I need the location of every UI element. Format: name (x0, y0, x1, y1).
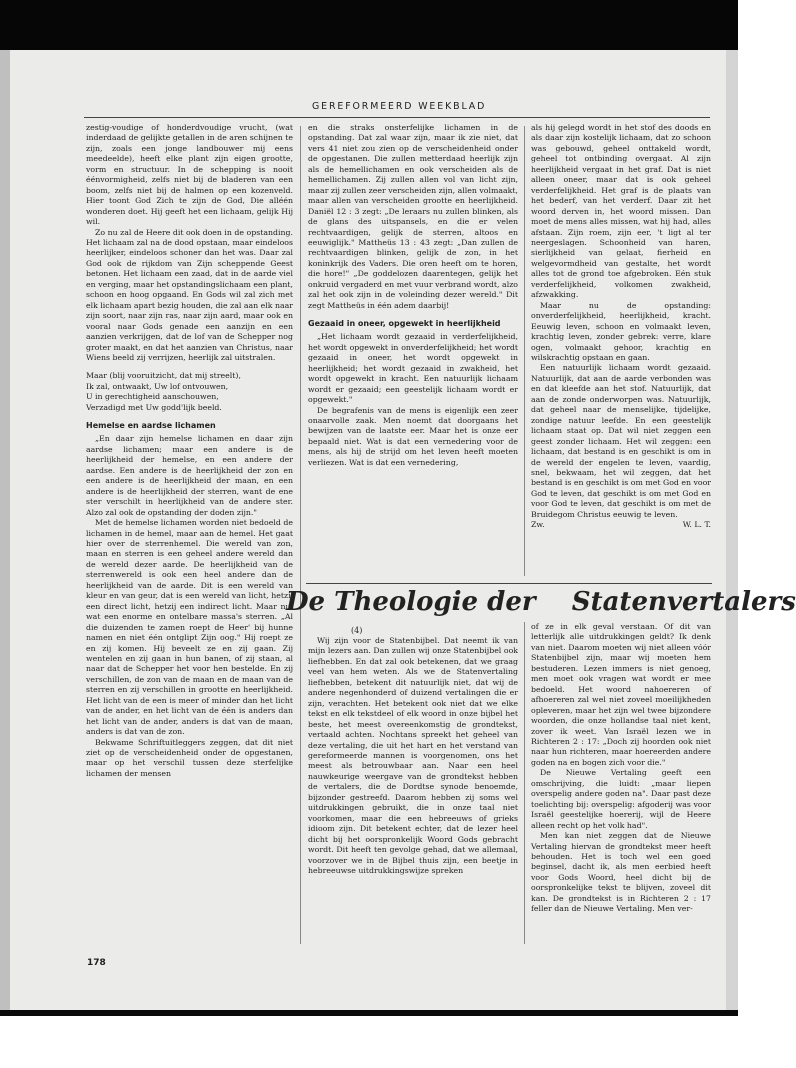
signature (531, 520, 711, 530)
article1-column-3 (531, 123, 711, 583)
paragraph: of ze in elk geval verstaan. Of dit van letterlijk alle uitdrukkingen geldt? Ik denk van niet. Daarom moeten wij niet alleen vóór Statenbijbel zijn, maar wij moeten hem bestuderen. Lezen immers is niet genoeg, men moet ook vragen wat wordt er mee bedoeld. Het woord nahoereren of afhoereren zal wel niet zoveel moeilijkheden opleveren, maar het zijn wel twee bijzondere woorden, die onze hollandse taal niet kent, zover ik weet. Van Israël lezen we in Richteren 2 : 17: „Doch zij hoorden ook niet naar hun richteren, maar hoereerden andere goden na en bogen zich voor die." (531, 622, 711, 767)
poem-line: Verzadigd met Uw godd'lijk beeld. (86, 402, 222, 412)
article-number: (4) (351, 626, 363, 635)
paragraph: Een natuurlijk lichaam wordt gezaaid. Natuurlijk, dat aan de aarde verbonden was en dat kleefde aan het stof. Natuurlijk, dat aan de zonde onderworpen was. Natuurlijk, dat geheel naar de menselijke, tijdelijke, zondige natuur leefde. En een geestelijk lichaam staat op. Dat wil niet zeggen een geest zonder lichaam. Het wil zeggen: een lichaam, dat bestand is en geschikt is om in de wereld der engelen te leven, vaardig, snel, bekwaam, het wil zeggen, dat het bestand is en geschikt is om met God en voor God te leven, dat geschikt is om met God en voor God te leven, dat geschikt is om met de Bruidegom Christus eeuwig te leven. (531, 363, 711, 519)
paragraph: als hij gelegd wordt in het stof des doods en als daar zijn kostelijk lichaam, dat zo schoon was gebouwd, geheel onttakeld wordt, geheel tot ontbinding overgaat. Al zijn heerlijkheid vergaat in het graf. Dat is niet alleen oneer, maar dat is ook geheel verderfelijkheid. Het graf is de plaats van het bederf, van het verderf. Daar zit het woord derven in, het woord missen. Dan moet de mens alles missen, wat hij had, alles afstaan. Zijn roem, zijn eer, 't ligt al ter neergeslagen. Schoonheid van haren, sierlijkheid van gelaat, fierheid en welgevormdheid van gestalte, het wordt alles tot de grond toe afgebroken. Eén stuk verderfelijkheid, volkomen zwakheid, afzwakking. (531, 123, 711, 300)
paragraph: zestig-voudige of honderdvoudige vrucht, (wat inderdaad de gelijkte getallen in de aren schijnen te zijn, zoals een jonge landbouwer mij eens meedeelde), heeft elke plant zijn eigen grootte, vorm en structuur. In de schepping is nooit éénvormigheid, zelfs niet bij de bladeren van een boom, zelfs niet bij de halmen op een kozenveld. Hier toont God Zich te zijn de God, Die alléén wonderen doet. Hij geeft het een lichaam, gelijk Hij wil. (86, 123, 293, 227)
section-heading: Hemelse en aardse lichamen (86, 421, 216, 431)
paragraph: Met de hemelse lichamen worden niet bedoeld de lichamen in de hemel, maar aan de hemel. Het gaat hier over de sterrenhemel. Die wereld van zon, maan en sterren is een geheel andere wereld dan de wereld dezer aarde. De heerlijkheid van de sterrenwereld is ook een heel andere dan de heerlijkheid van de aarde. Dit is een wereld van kleur en van geur, dat is een wereld van licht, hetzij een direct licht, hetzij een indirect licht. Maar nu, wat een enorme en ontelbare massa's sterren. „Al die duizenden te zamen roept de Heer' bij hunne namen en niet één ontglipt Zijn oog." Hij roept ze en zij komen. Hij beveelt ze en zij gaan. Zij wentelen en zij gaan in hun banen, of zij staan, al naar dat de Schepper het voor hen bestelde. En zij verschillen, de zon van de maan en de maan van de sterren en zij verschillen in grootte en heerlijkheid. Het licht van de een is meer of minder dan het licht van de ander, en het licht van de één is anders dan het licht van de ander, anders is dat van de maan, anders is dat van de zon. (86, 518, 293, 737)
article1-column-1 (86, 123, 293, 951)
article2-column-1 (308, 636, 518, 954)
article-title-part: Statenvertalers (571, 587, 796, 617)
paragraph: Zo nu zal de Heere dit ook doen in de opstanding. Het lichaam zal na de dood opstaan, maar eindeloos heerlijker, eindeloos schoner dan het was. Daar zal God ook de rijkdom van Zijn scheppende Geest betonen. Het lichaam een zaad, dat in de aarde viel en verging, maar het opstandingslichaam een plant, schoon en hoog opgaand. En Gods wil zal zich met elk lichaam apart bezig houden, die zal aan elk naar zijn soort, naar zijn ras, naar zijn aard, maar ook en vooral naar Gods genade een aanzijn en een aanzien verkrijgen, dat de lof van de Schepper nog groter maakt, en dat het aanzien van Christus, naar Wiens beeld zij verrijzen, heerlijk zal uitstralen. (86, 227, 293, 362)
poem-line: Ik zal, ontwaakt, Uw lof ontvouwen, (86, 381, 229, 391)
poem-quote (86, 371, 293, 413)
article2-column-2 (531, 622, 711, 954)
running-header: GEREFORMEERD WEEKBLAD (312, 101, 487, 112)
scan-border-bottom (0, 1010, 738, 1016)
paragraph: De begrafenis van de mens is eigenlijk een zeer onaarvolle zaak. Men noemt dat doorgaans het bewijzen van de laatste eer. Maar het is onze eer bepaald niet. Wat is dat een vernedering voor de mens, als hij de strijd om het leven heeft moeten verliezen. Wat is dat een vernedering, (308, 405, 518, 467)
signature-initials: W. L. T. (682, 520, 711, 530)
article1-column-2 (308, 123, 518, 578)
paragraph: „En daar zijn hemelse lichamen en daar zijn aardse lichamen; maar een andere is de heerlijkheid der hemelse, en een andere der aardse. Een andere is de heerlijkheid der zon en een andere is de heerlijkheid der maan, en een andere is de heerlijkheid der sterren, want de ene ster verschilt in heerlijkheid van de andere ster. Alzo zal ook de opstanding der doden zijn." (86, 434, 293, 517)
scan-border-top (0, 0, 738, 50)
section-heading: Gezaaid in oneer, opgewekt in heerlijkheid (308, 319, 501, 329)
paragraph: en die straks onsterfelijke lichamen in de opstanding. Dat zal waar zijn, maar ik zie niet, dat vers 41 niet zou zien op de verscheidenheid onder de opgestanen. Die zullen metterdaad heerlijk zijn als de hemellichamen en ook verscheiden als de hemellichamen. Zij zullen allen vol van licht zijn, maar zij zullen zeer verscheiden zijn, allen volmaakt, maar allen van verscheiden grootte en heerlijkheid. Daniël 12 : 3 zegt: „De leraars nu zullen blinken, als de glans des uitspansels, en die er velen rechtvaardigen, gelijk de sterren, altoos en eeuwiglijk." Mattheüs 13 : 43 zegt: „Dan zullen de rechtvaardigen blinken, gelijk de zon, in het koninkrijk des Vaders. Die oren heeft om te horen, die hore!" „De goddelozen daarentegen, gelijk het onkruid vergaderd en met vuur verbrand wordt, alzo zal het ook zijn in de voleinding dezer wereld." Dit zegt Mattheüs in één adem daarbij! (308, 123, 518, 310)
column-rule (524, 126, 525, 576)
paragraph: Men kan niet zeggen dat de Nieuwe Vertaling hiervan de grondtekst meer heeft behouden. Het is toch wel een goed beginsel, dacht ik, als men eerbied heeft voor Gods Woord, heel dicht bij de oorspronkelijke tekst te blijven, zoveel dit kan. De grondtekst is in Richteren 2 : 17 feller dan de Nieuwe Vertaling. Men ver- (531, 831, 711, 914)
column-rule (300, 126, 301, 944)
paragraph: Bekwame Schriftuitleggers zeggen, dat dit niet ziet op de verscheidenheid onder de opgestanen, maar op het verschil tussen deze sterfelijke lichamen der mensen (86, 737, 293, 778)
header-rule (84, 117, 710, 118)
scan-border-left (0, 50, 10, 1010)
column-rule (524, 622, 525, 944)
signature-place: Zw. (531, 520, 545, 530)
page-number: 178 (87, 958, 106, 968)
paragraph: „Het lichaam wordt gezaaid in verderfelijkheid, het wordt opgewekt in onverderfelijkheid; het wordt gezaaid in oneer, het wordt opgewekt in heerlijkheid; het wordt gezaaid in zwakheid, het wordt opgewekt in kracht. Een natuurlijk lichaam wordt er gezaaid; een geestelijk lichaam wordt er opgewekt." (308, 332, 518, 405)
article-title (286, 587, 796, 617)
paragraph: Wij zijn voor de Statenbijbel. Dat neemt ik van mijn lezers aan. Dan zullen wij onze Statenbijbel ook liefhebben. En dat zal ook betekenen, dat we graag veel van hem weten. Als we de Statenvertaling liefhebben, betekent dit natuurlijk niet, dat wij de andere negenhonderd of duizend vertalingen die er zijn, verachten. Het betekent ook niet dat we elke tekst en elk tekstdeel of elk woord in onze bijbel het beste, het meest overeenkomstig de grondtekst, vertaald achten. Nochtans spreekt het geheel van deze vertaling, die uit het hart en het verstand van gereformeerde mannen is voorgenomen, ons het meest als betrouwbaar aan. Naar een heel nauwkeurige weergave van de grondtekst hebben de vertalers, die de Dordtse synode benoemde, bijzonder gestreefd. Daarom hebben zij soms wel uitdrukkingen gebruikt, die in onze taal niet voorkomen, maar die een hebreeuws of grieks idioom zijn. Dit betekent echter, dat de lezer heel dicht bij het oorspronkelijk Woord Gods gebracht wordt. Dit heeft ten gevolge gehad, dat we allemaal, voorzover we in de Bijbel thuis zijn, een beetje in hebreeuwse uitdrukkingswijze spreken (308, 636, 518, 875)
poem-line: U in gerechtigheid aanschouwen, (86, 392, 219, 402)
article-separator (306, 583, 712, 584)
paragraph: Maar nu de opstanding: onverderfelijkheid, heerlijkheid, kracht. Eeuwig leven, schoon en volmaakt leven, krachtig leven, zonder gebrek: verre, klare ogen, volmaakt gehoor, krachtig en wilskrachtig opstaan en gaan. (531, 300, 711, 362)
paragraph: De Nieuwe Vertaling geeft een omschrijving, die luidt: „maar liepen overspelig andere goden na". Daar past deze toelichting bij: overspelig: afgoderij was voor Israël geestelijke hoererij, wijl de Heere alleen recht op het volk had". (531, 768, 711, 830)
poem-line: Maar (blij vooruitzicht, dat mij streelt), (86, 371, 241, 381)
article-title-part: De Theologie der (286, 587, 536, 617)
scan-border-right (726, 50, 738, 1010)
